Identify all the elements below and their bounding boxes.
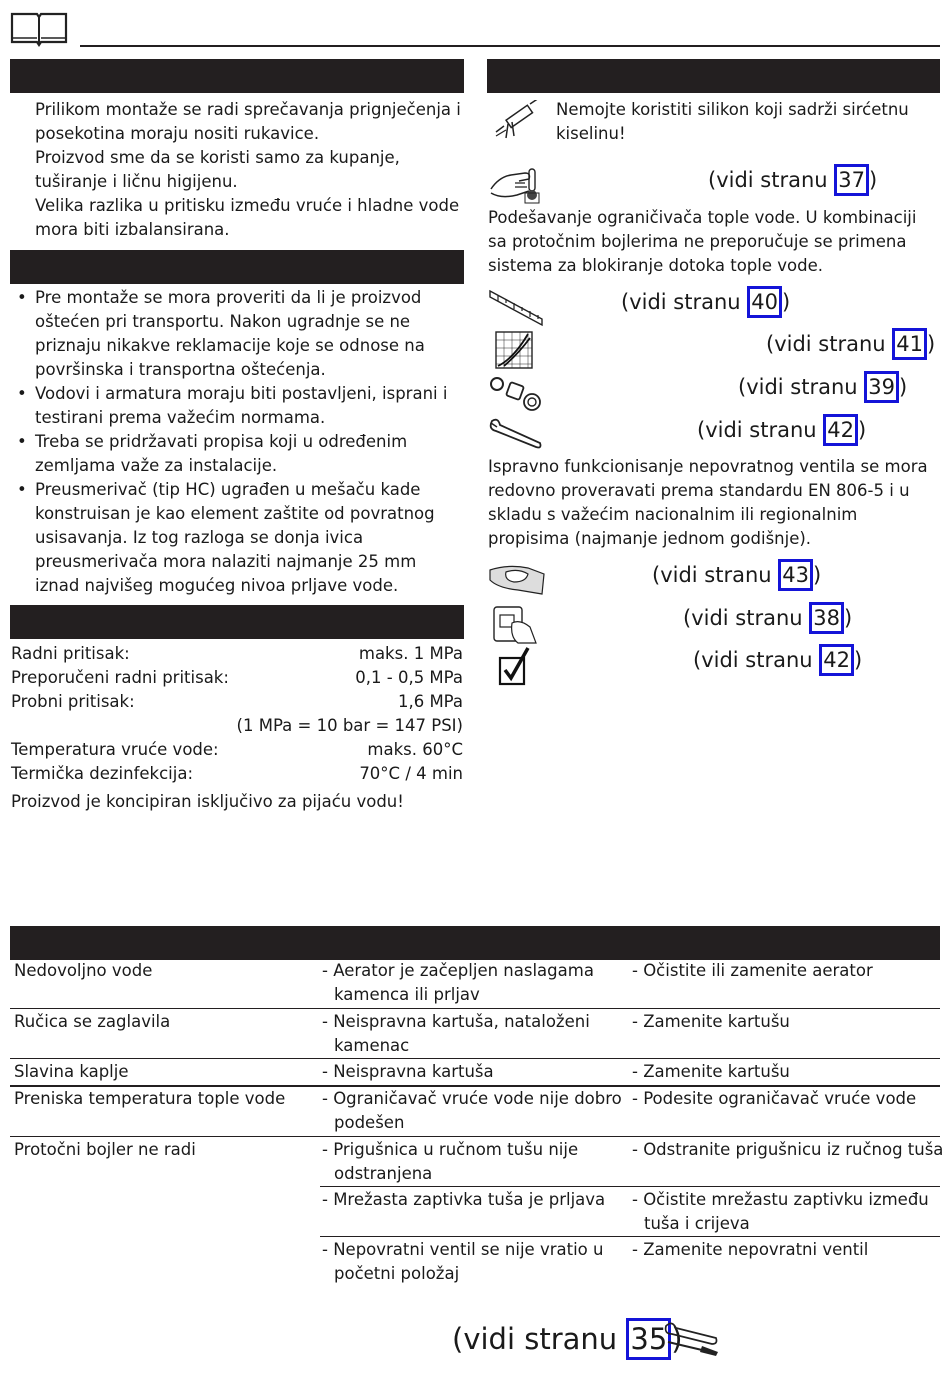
list-item: • Vodovi i armatura moraju biti postavljeni, isprani i testirani prema važećim normama. <box>11 382 464 430</box>
section-bar-right <box>487 59 940 93</box>
tools-icon <box>662 1320 720 1358</box>
tech-row <box>11 738 463 762</box>
ref-suffix: ) <box>927 332 936 356</box>
ref-service[interactable] <box>697 414 866 446</box>
tech-value: maks. 1 MPa <box>358 644 463 663</box>
tech-value: (1 MPa = 10 bar = 147 PSI) <box>236 716 463 735</box>
ref-suffix: ) <box>782 290 791 314</box>
cause-cell: - Neispravna kartuša <box>322 1062 494 1081</box>
tech-value: 70°C / 4 min <box>359 764 463 783</box>
drinking-water-note: Proizvod je koncipiran isključivo za pijaću vodu! <box>11 792 404 811</box>
cause-cell: - Ograničavač vruće vode nije dobro podešen <box>322 1089 622 1132</box>
cause-cell: - Mrežasta zaptivka tuša je prljava <box>322 1190 606 1209</box>
page-link[interactable]: 39 <box>864 371 899 403</box>
ref-prefix: (vidi stranu <box>652 563 779 587</box>
hand-thermometer-icon <box>489 163 545 205</box>
list-item: • Treba se pridržavati propisa koji u određenim zemljama važe za instalacije. <box>11 430 464 478</box>
ref-suffix: ) <box>854 648 863 672</box>
page-link[interactable]: 41 <box>892 328 927 360</box>
problem-cell: Protočni bojler ne radi <box>14 1140 196 1159</box>
tech-row <box>11 642 463 666</box>
tech-label: Temperatura vruće vode: <box>11 740 219 759</box>
ruler-icon <box>488 289 544 327</box>
installation-notes <box>11 286 464 598</box>
ref-prefix: (vidi stranu <box>708 168 835 192</box>
problem-cell: Preniska temperatura tople vode <box>14 1089 286 1108</box>
flow-chart-icon <box>494 330 534 370</box>
ref-suffix: ) <box>869 168 878 192</box>
ref-prefix: (vidi stranu <box>766 332 893 356</box>
page-link[interactable]: 40 <box>747 286 782 318</box>
cause-cell: - Prigušnica u ručnom tušu nije odstranjena <box>322 1140 579 1183</box>
silicone-warning: Nemojte koristiti silikon koji sadrži sirćetnu kiselinu! <box>556 100 909 143</box>
spare-parts-icon <box>488 374 544 412</box>
remedy-cell: - Podesite ograničavač vruće vode <box>632 1089 917 1108</box>
safety-note: Velika razlika u pritisku između vruće i hladne vode mora biti izbalansirana. <box>35 196 460 239</box>
table-row <box>10 1138 944 1186</box>
row-divider <box>320 1186 940 1187</box>
tech-label: Termička dezinfekcija: <box>11 764 194 783</box>
ref-suffix: ) <box>899 375 908 399</box>
check-valve-text: Ispravno funkcionisanje nepovratnog ventila se mora redovno proveravati prema standardu EN 806-5 i u skladu s važećim nacionalnim ili regionalnim propisima (najmanje jednom godišnje). <box>488 457 928 548</box>
tech-row <box>11 666 463 690</box>
tech-label: Probni pritisak: <box>11 692 135 711</box>
ref-suffix: ) <box>671 1322 683 1356</box>
problem-cell: Slavina kaplje <box>14 1062 129 1081</box>
remedy-cell: - Zamenite kartušu <box>632 1062 790 1081</box>
wrench-icon <box>488 417 544 453</box>
remedy-cell: - Očistite mrežastu zaptivku između tuša i crijeva <box>632 1190 929 1233</box>
tech-row <box>11 714 463 738</box>
cleaning-hand-icon <box>488 560 546 598</box>
silicone-gun-icon <box>492 100 542 142</box>
row-divider <box>10 1058 940 1059</box>
safety-notes <box>35 98 465 242</box>
problem-cell: Ručica se zaglavila <box>14 1012 171 1031</box>
ref-prefix: (vidi stranu <box>738 375 865 399</box>
ref-flow[interactable] <box>766 328 935 360</box>
tech-row <box>11 690 463 714</box>
section-bar-tech-data <box>10 605 464 639</box>
page-link[interactable]: 42 <box>819 644 854 676</box>
page-link[interactable]: 35 <box>626 1318 671 1360</box>
row-divider <box>320 1236 940 1237</box>
tech-value: 1,6 MPa <box>397 692 463 711</box>
table-row <box>10 1087 940 1135</box>
table-row <box>10 1238 940 1286</box>
page-link[interactable]: 38 <box>809 602 844 634</box>
header-rule <box>80 45 940 47</box>
row-divider <box>10 1008 940 1009</box>
page-link[interactable]: 43 <box>778 559 813 591</box>
ref-prefix: (vidi stranu <box>693 648 820 672</box>
table-row <box>10 959 940 1007</box>
tech-row <box>11 762 463 786</box>
cause-cell: - Neispravna kartuša, nataloženi kamenac <box>322 1012 590 1055</box>
tech-label: Preporučeni radni pritisak: <box>11 668 229 687</box>
tech-value: 0,1 - 0,5 MPa <box>355 668 463 687</box>
hot-limit-text: Podešavanje ograničivača tople vode. U kombinaciji sa protočnim bojlerima ne preporučuje se primena sistema za blokiranje dotoka tople vode. <box>488 208 917 275</box>
ref-prefix: (vidi stranu <box>683 606 810 630</box>
ref-suffix: ) <box>813 563 822 587</box>
remedy-cell: - Odstranite prigušnicu iz ručnog tuša <box>632 1140 944 1159</box>
ref-prefix: (vidi stranu <box>621 290 748 314</box>
page-link[interactable]: 42 <box>823 414 858 446</box>
section-bar-installation <box>10 250 464 284</box>
ref-prefix: (vidi stranu <box>697 418 824 442</box>
table-row <box>10 1060 940 1084</box>
remedy-cell: - Očistite ili zamenite aerator <box>632 961 873 980</box>
section-bar-troubleshooting <box>10 926 940 960</box>
tech-label: Radni pritisak: <box>11 644 130 663</box>
list-item: • Preusmerivač (tip HC) ugrađen u mešaču kade konstruisan je kao element zaštite od povratnog usisavanja. Iz tog razloga se donja ivica preusmerivača mora nalaziti najmanje 25 mm iznad najvišeg mogućeg nivoa prljave vode. <box>11 478 464 598</box>
safety-note: Proizvod sme da se koristi samo za kupanje, tuširanje i ličnu higijenu. <box>35 148 400 191</box>
ref-operation[interactable] <box>683 602 852 634</box>
list-item: • Pre montaže se mora proveriti da li je proizvod oštećen pri transportu. Nakon ugradnje se ne priznaju nikakve reklamacije koje se odnose na površinska i transportna oštećenja. <box>11 286 464 382</box>
ref-certificate[interactable] <box>693 644 862 676</box>
tech-value: maks. 60°C <box>367 740 463 759</box>
book-icon <box>10 10 68 48</box>
cause-cell: - Aerator je začepljen naslagama kamenca ili prljav <box>322 961 594 1004</box>
operation-hand-icon <box>490 603 538 645</box>
safety-note: Prilikom montaže se radi sprečavanja prignječenja i posekotina moraju nositi rukavice. <box>35 100 461 143</box>
checkbox-icon <box>498 646 532 686</box>
ref-suffix: ) <box>844 606 853 630</box>
ref-bottom[interactable] <box>452 1318 683 1360</box>
row-divider <box>10 1136 940 1137</box>
table-row <box>10 1010 940 1058</box>
ref-prefix: (vidi stranu <box>452 1322 627 1356</box>
remedy-cell: - Zamenite kartušu <box>632 1012 790 1031</box>
cause-cell: - Nepovratni ventil se nije vratio u početni položaj <box>322 1240 604 1283</box>
ref-dimensions[interactable] <box>621 286 790 318</box>
table-row <box>10 1188 940 1236</box>
problem-cell: Nedovoljno vode <box>14 961 153 980</box>
remedy-cell: - Zamenite nepovratni ventil <box>632 1240 869 1259</box>
ref-spare-parts[interactable] <box>738 371 907 403</box>
section-bar-safety <box>10 59 464 93</box>
ref-suffix: ) <box>858 418 867 442</box>
page-link[interactable]: 37 <box>834 164 869 196</box>
ref-cleaning[interactable] <box>652 559 821 591</box>
ref-hot-limit[interactable] <box>708 164 877 196</box>
